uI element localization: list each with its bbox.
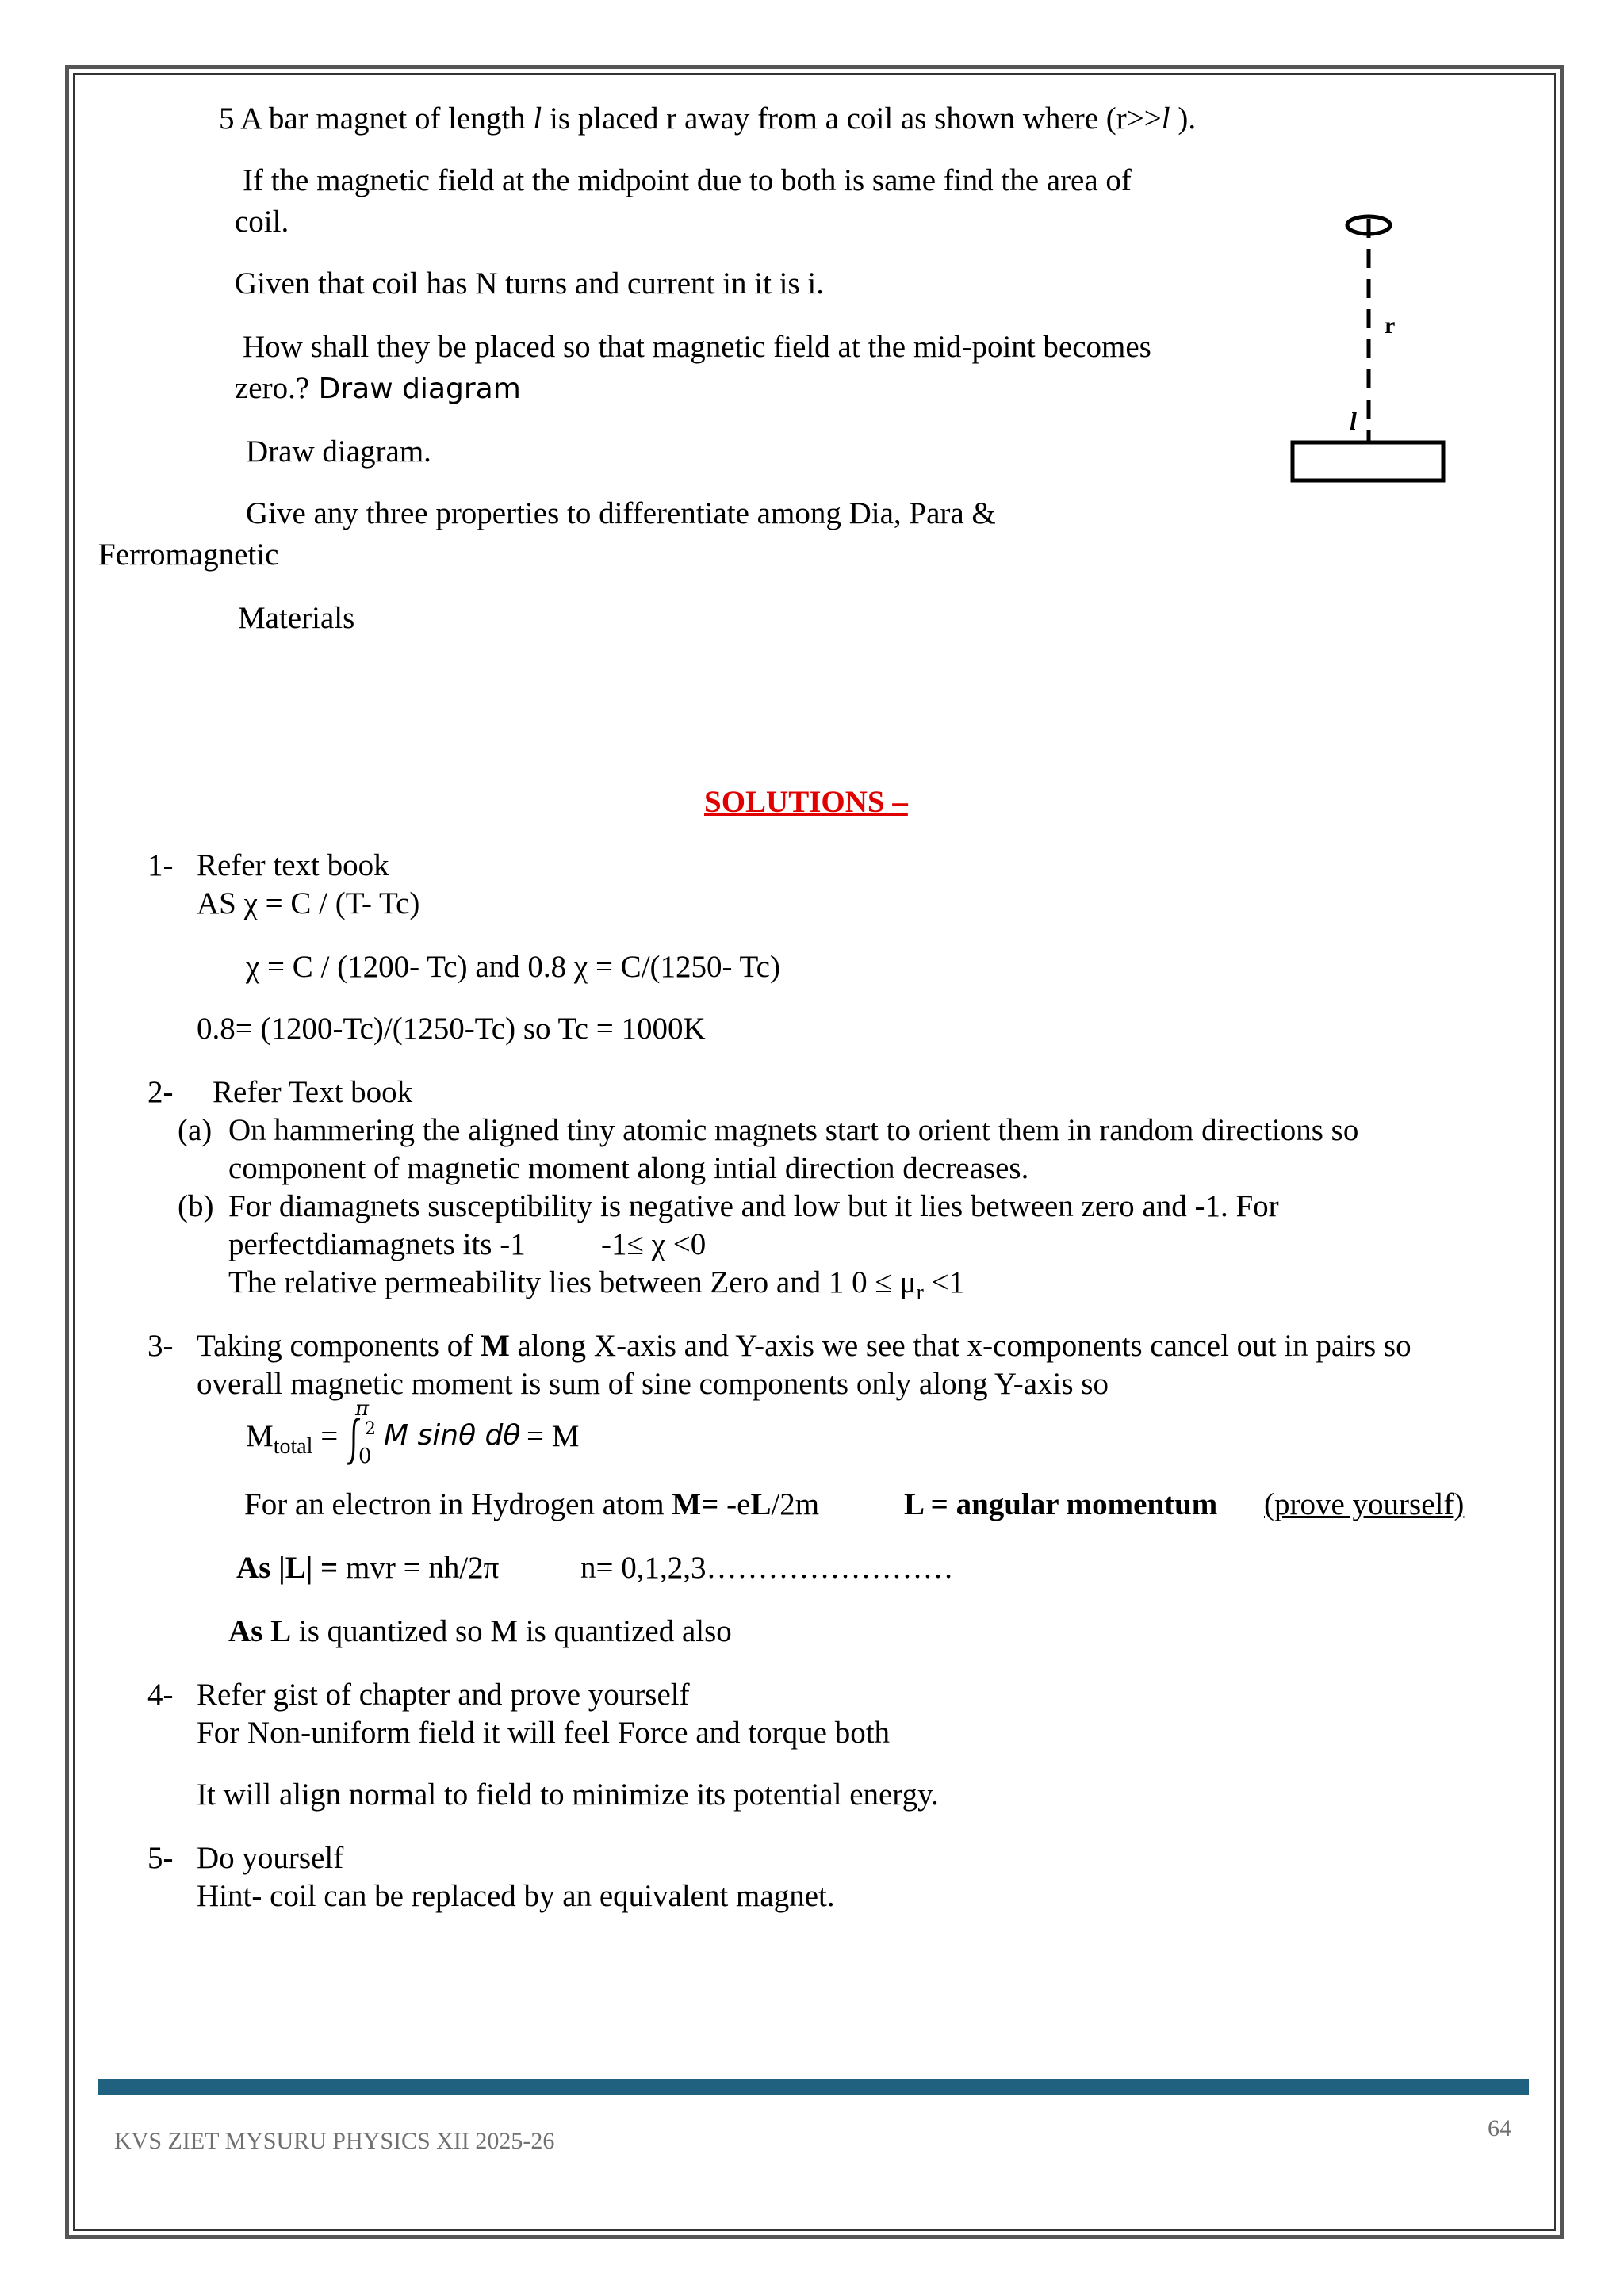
s5-line1: Do yourself xyxy=(197,1841,344,1875)
s3-line1: Taking components of M along X-axis and Y-axis we see that x-components cancel out in pairs so xyxy=(197,1329,1411,1363)
s5-num: 5- xyxy=(147,1841,174,1875)
electron-line: For an electron in Hydrogen atom M= -eL/2m xyxy=(244,1487,820,1521)
solutions-heading: SOLUTIONS – xyxy=(704,785,908,819)
bar-magnet-rect xyxy=(1293,442,1443,480)
q5-line1: 5 A bar magnet of length l is placed r away from a coil as shown where (r>>l ). xyxy=(219,101,1197,136)
s4-line2: For Non-uniform field it will feel Force and torque both xyxy=(197,1716,891,1750)
s5-line2: Hint- coil can be replaced by an equivalent magnet. xyxy=(197,1879,835,1913)
q5-line8: Give any three properties to differentiate among Dia, Para & xyxy=(246,496,996,530)
n-values: n= 0,1,2,3…………………… xyxy=(580,1551,954,1585)
label-r: r xyxy=(1385,312,1396,339)
s1-line4: 0.8= (1200-Tc)/(1250-Tc) so Tc = 1000K xyxy=(197,1012,706,1046)
s2-b-label: (b) xyxy=(178,1189,214,1223)
s1-line1: Refer text book xyxy=(197,848,389,882)
s1-line3: χ = C / (1200- Tc) and 0.8 χ = C/(1250- Tc) xyxy=(246,950,780,984)
q5-line2: If the magnetic field at the midpoint due to both is same find the area of xyxy=(243,163,1132,197)
label-l: l xyxy=(1350,407,1357,435)
s3-line2: overall magnetic moment is sum of sine components only along Y-axis so xyxy=(197,1367,1109,1401)
footer-bar xyxy=(98,2079,1529,2095)
q5-line10: Materials xyxy=(238,601,355,635)
s2-b-line2a: perfectdiamagnets its -1 xyxy=(228,1227,526,1261)
s4-num: 4- xyxy=(147,1678,174,1712)
s2-a-line1: On hammering the aligned tiny atomic magnets start to orient them in random directions so xyxy=(228,1113,1359,1147)
s1-num: 1- xyxy=(147,848,174,882)
q5-line6: zero.? Draw diagram xyxy=(235,371,521,405)
asL-line: As |L| = mvr = nh/2π xyxy=(236,1551,500,1585)
q5-line4: Given that coil has N turns and current in it is i. xyxy=(235,266,825,300)
q5-line3: coil. xyxy=(235,205,289,239)
quantized-line: As L is quantized so M is quantized also xyxy=(228,1614,732,1648)
q5-line7: Draw diagram. xyxy=(246,434,431,469)
angular-momentum-label: L = angular momentum xyxy=(904,1487,1218,1521)
s2-b-line3: The relative permeability lies between Zero and 1 $0 \le \mu_r <1$ xyxy=(228,1265,965,1305)
integral-lower: 0 xyxy=(358,1445,372,1468)
mtotal-result: = M xyxy=(527,1419,580,1453)
integral-upper-pi: π xyxy=(355,1397,370,1421)
s4-line3: It will align normal to field to minimize its potential energy. xyxy=(197,1777,939,1812)
s2-line1: Refer Text book xyxy=(213,1075,413,1109)
s2-a-line2: component of magnetic moment along intial direction decreases. xyxy=(228,1151,1029,1185)
s4-line1: Refer gist of chapter and prove yourself xyxy=(197,1678,690,1712)
s2-num: 2- xyxy=(147,1075,174,1109)
magnet-coil-diagram xyxy=(1269,206,1459,492)
q5-line5: How shall they be placed so that magnetic field at the mid-point becomes xyxy=(243,330,1151,364)
q5-line9: Ferromagnetic xyxy=(98,538,279,572)
prove-yourself-link: (prove yourself) xyxy=(1264,1487,1465,1521)
page-number: 64 xyxy=(1488,2115,1511,2141)
footer-text: KVS ZIET MYSURU PHYSICS XII 2025-26 xyxy=(114,2128,555,2154)
integrand: M sinθ dθ xyxy=(384,1419,521,1452)
s2-b-line2b: -1≤ χ <0 xyxy=(601,1227,707,1261)
s1-line2: AS χ = C / (T- Tc) xyxy=(197,886,420,920)
s3-num: 3- xyxy=(147,1329,174,1363)
mtotal-label: $M_{total}$ = xyxy=(246,1419,339,1459)
s2-b-line1: For diamagnets susceptibility is negative and low but it lies between zero and -1. For xyxy=(228,1189,1279,1223)
s2-a-label: (a) xyxy=(178,1113,213,1147)
integral-upper-2: 2 xyxy=(365,1419,376,1439)
